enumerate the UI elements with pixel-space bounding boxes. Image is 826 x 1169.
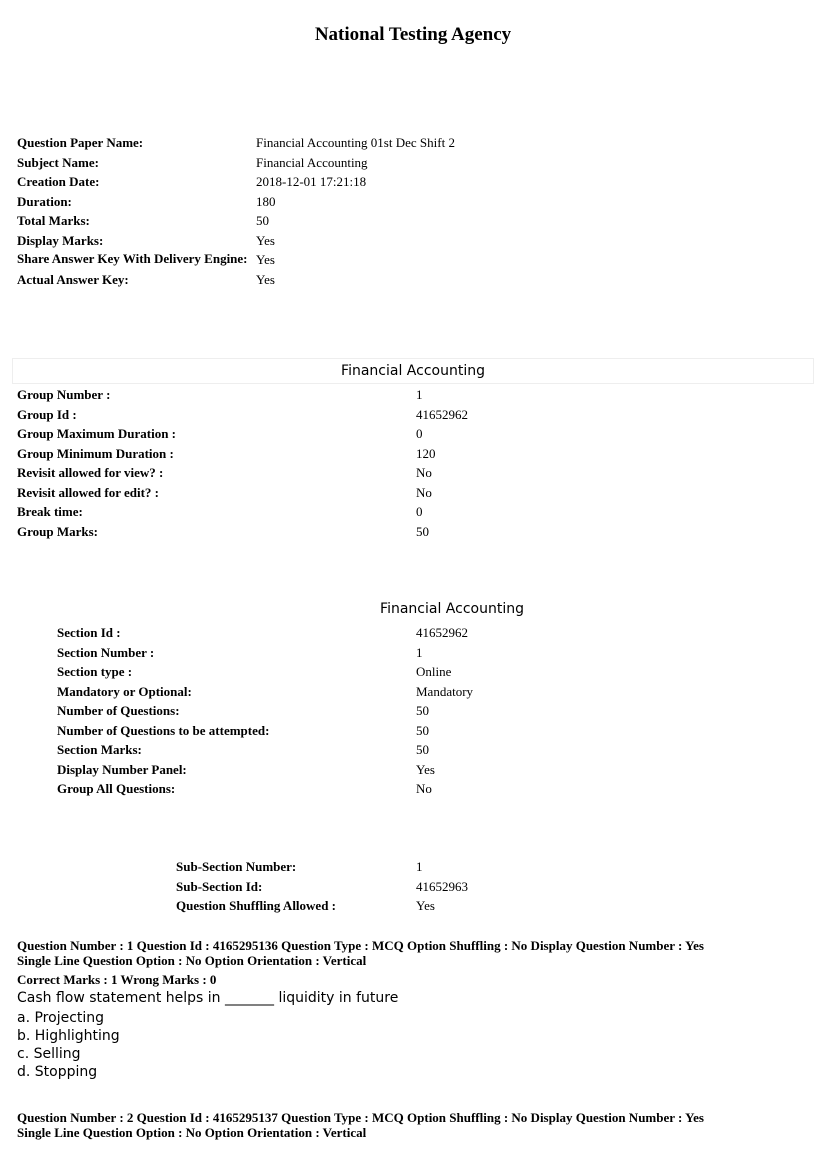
detail-row xyxy=(176,877,468,897)
group-heading: Financial Accounting xyxy=(12,358,814,384)
detail-label: Question Paper Name: xyxy=(17,135,144,150)
detail-row xyxy=(57,760,473,780)
detail-label: Sub-Section Number: xyxy=(176,859,297,874)
detail-row xyxy=(17,463,468,483)
question-1-text: Cash flow statement helps in _______ liquidity in future xyxy=(17,990,399,1006)
detail-label: Section Number : xyxy=(57,644,155,660)
detail-label: Number of Questions: xyxy=(57,703,180,718)
detail-label: Section Id : xyxy=(57,625,121,640)
section-heading: Financial Accounting xyxy=(380,601,524,617)
subsection-details xyxy=(176,857,468,916)
detail-value: 41652962 xyxy=(416,406,468,422)
detail-label: Revisit allowed for view? : xyxy=(17,465,164,480)
detail-value: 0 xyxy=(416,426,423,441)
detail-label: Group Number : xyxy=(17,387,111,402)
detail-label: Mandatory or Optional: xyxy=(57,683,192,699)
detail-label: Group Maximum Duration : xyxy=(17,426,177,441)
question-meta-line: Single Line Question Option : No Option Orientation : Vertical xyxy=(17,1124,367,1140)
detail-label: Section Marks: xyxy=(57,742,142,757)
detail-label: Duration: xyxy=(17,193,72,209)
option-item: d. Stopping xyxy=(17,1064,98,1080)
section-details xyxy=(57,623,473,799)
detail-label: Break time: xyxy=(17,504,83,519)
detail-row xyxy=(17,270,455,290)
detail-value: Yes xyxy=(256,272,275,287)
detail-row xyxy=(17,424,468,444)
detail-value: 50 xyxy=(256,213,269,228)
detail-row xyxy=(176,896,468,916)
detail-row xyxy=(57,682,473,702)
detail-value: Financial Accounting 01st Dec Shift 2 xyxy=(256,135,455,150)
detail-value: Yes xyxy=(416,761,435,777)
detail-value: 1 xyxy=(416,644,423,660)
detail-value: 2018-12-01 17:21:18 xyxy=(256,174,367,189)
detail-row xyxy=(17,483,468,503)
question-2-meta xyxy=(17,1111,817,1140)
detail-value: Yes xyxy=(256,232,275,248)
option-item: b. Highlighting xyxy=(17,1028,120,1044)
question-1-meta xyxy=(17,939,817,968)
detail-row xyxy=(176,857,468,877)
detail-value: No xyxy=(416,465,432,480)
option-item: a. Projecting xyxy=(17,1010,105,1026)
detail-label: Subject Name: xyxy=(17,154,99,170)
detail-value: 41652963 xyxy=(416,878,468,894)
detail-value: Financial Accounting xyxy=(256,154,368,170)
question-1-options xyxy=(17,1009,120,1081)
paper-details xyxy=(17,133,455,290)
detail-row xyxy=(17,405,468,425)
detail-label: Display Marks: xyxy=(17,232,104,248)
detail-row xyxy=(17,211,455,231)
detail-label: Group Marks: xyxy=(17,523,99,539)
detail-label: Group All Questions: xyxy=(57,781,176,796)
option-item: c. Selling xyxy=(17,1046,81,1062)
detail-row xyxy=(57,740,473,760)
detail-row xyxy=(17,231,455,251)
detail-value: Online xyxy=(416,664,452,679)
detail-row xyxy=(17,133,455,153)
detail-label: Sub-Section Id: xyxy=(176,878,263,894)
detail-label: Share Answer Key With Delivery Engine: xyxy=(17,251,248,266)
detail-row xyxy=(57,662,473,682)
detail-row xyxy=(57,623,473,643)
detail-row xyxy=(57,779,473,799)
detail-value: Yes xyxy=(256,252,275,267)
detail-row xyxy=(17,172,455,192)
detail-row xyxy=(57,721,473,741)
detail-label: Number of Questions to be attempted: xyxy=(57,722,270,738)
detail-value: 1 xyxy=(416,387,423,402)
detail-value: 1 xyxy=(416,859,423,874)
detail-label: Question Shuffling Allowed : xyxy=(176,898,337,913)
question-meta-line: Question Number : 2 Question Id : 4165295137 Question Type : MCQ Option Shuffling : No Display Question Number : Yes xyxy=(17,1110,704,1125)
detail-label: Creation Date: xyxy=(17,174,100,189)
detail-value: 120 xyxy=(416,445,436,461)
detail-row xyxy=(17,522,468,542)
detail-label: Display Number Panel: xyxy=(57,761,187,777)
detail-label: Group Id : xyxy=(17,406,77,422)
page-title: National Testing Agency xyxy=(314,24,512,45)
detail-value: 50 xyxy=(416,523,429,539)
detail-label: Revisit allowed for edit? : xyxy=(17,484,160,500)
detail-label: Actual Answer Key: xyxy=(17,272,129,287)
detail-value: 50 xyxy=(416,742,429,757)
detail-value: 0 xyxy=(416,504,423,519)
detail-label: Total Marks: xyxy=(17,213,90,228)
detail-row xyxy=(57,643,473,663)
detail-value: 180 xyxy=(256,193,276,209)
group-details xyxy=(17,385,468,541)
detail-value: 50 xyxy=(416,722,429,738)
detail-row xyxy=(17,192,455,212)
detail-value: 50 xyxy=(416,703,429,718)
detail-row xyxy=(17,502,468,522)
detail-value: Mandatory xyxy=(416,683,474,699)
detail-row xyxy=(57,701,473,721)
detail-row xyxy=(17,444,468,464)
detail-label: Section type : xyxy=(57,664,133,679)
detail-row xyxy=(17,153,455,173)
question-1-marks: Correct Marks : 1 Wrong Marks : 0 xyxy=(17,972,217,987)
detail-value: No xyxy=(416,781,432,796)
detail-value: No xyxy=(416,484,432,500)
detail-value: Yes xyxy=(416,898,435,913)
question-meta-line: Question Number : 1 Question Id : 4165295136 Question Type : MCQ Option Shuffling : No Display Question Number : Yes xyxy=(17,938,704,953)
question-meta-line: Single Line Question Option : No Option Orientation : Vertical xyxy=(17,952,367,968)
detail-label: Group Minimum Duration : xyxy=(17,445,174,461)
detail-row xyxy=(17,250,455,270)
detail-value: 41652962 xyxy=(416,625,468,640)
detail-row xyxy=(17,385,468,405)
